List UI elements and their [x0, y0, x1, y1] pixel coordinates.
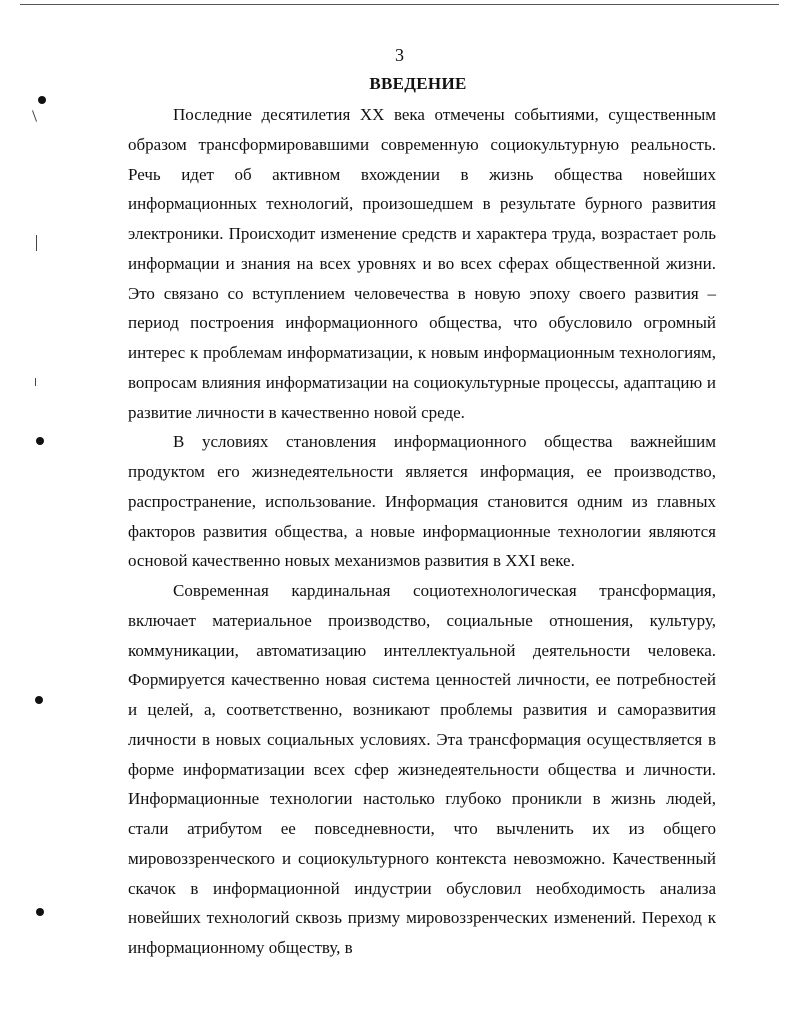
- paragraph-3: Современная кардинальная социотехнологическая трансформация, включает материальное производство, социальные отношения, культуру, коммуникации, автоматизацию интеллектуальной деятельности человека. Формируется качественно новая система ценностей личности, ее потребностей и целей, а, соответственно, возникают проблемы развития и саморазвития личности в новых социальных условиях. Эта трансформация осуществляется в форме информатизации всех сфер жизнедеятельности общества и личности. Информационные технологии настолько глубоко проникли в жизнь людей, стали атрибутом ее повседневности, что вычленить их из общего мировоззренческого и социокультурного контекста невозможно. Качественный скачок в информационной индустрии обусловил необходимость анализа новейших технологий сквозь призму мировоззренческих изменений. Переход к информационному обществу, в: [128, 581, 716, 957]
- body-text: [128, 100, 716, 963]
- binding-hole-mark: [35, 696, 43, 704]
- binding-hole-mark: [36, 908, 44, 916]
- binding-hole-mark: [38, 96, 46, 104]
- top-border-line: [20, 4, 779, 5]
- paragraph-2: В условиях становления информационного общества важнейшим продуктом его жизнедеятельности является информация, ее производство, распространение, использование. Информация становится одним из главных факторов развития общества, а новые информационные технологии являются основой качественно новых механизмов развития в XXI веке.: [128, 432, 716, 571]
- page-number: 3: [395, 45, 404, 65]
- margin-scratch-mark: [35, 378, 36, 386]
- paragraph-1: Последние десятилетия XX века отмечены событиями, существенным образом трансформировавшими современную социокультурную реальность. Речь идет об активном вхождении в жизнь общества новейших информационных технологий, произошедшем в результате бурного развития электроники. Происходит изменение средств и характера труда, возрастает роль информации и знания на всех уровнях и во всех сферах общественной жизни. Это связано со вступлением человечества в новую эпоху своего развития – период построения информационного общества, что обусловило огромный интерес к проблемам информатизации, к новым информационным технологиям, вопросам влияния информатизации на социокультурные процессы, адаптацию и развитие личности в качественно новой среде.: [128, 105, 716, 422]
- margin-scratch-mark: [36, 235, 37, 251]
- binding-hole-mark: [36, 437, 44, 445]
- section-heading: ВВЕДЕНИЕ: [369, 74, 467, 93]
- margin-scratch-mark: [32, 110, 37, 122]
